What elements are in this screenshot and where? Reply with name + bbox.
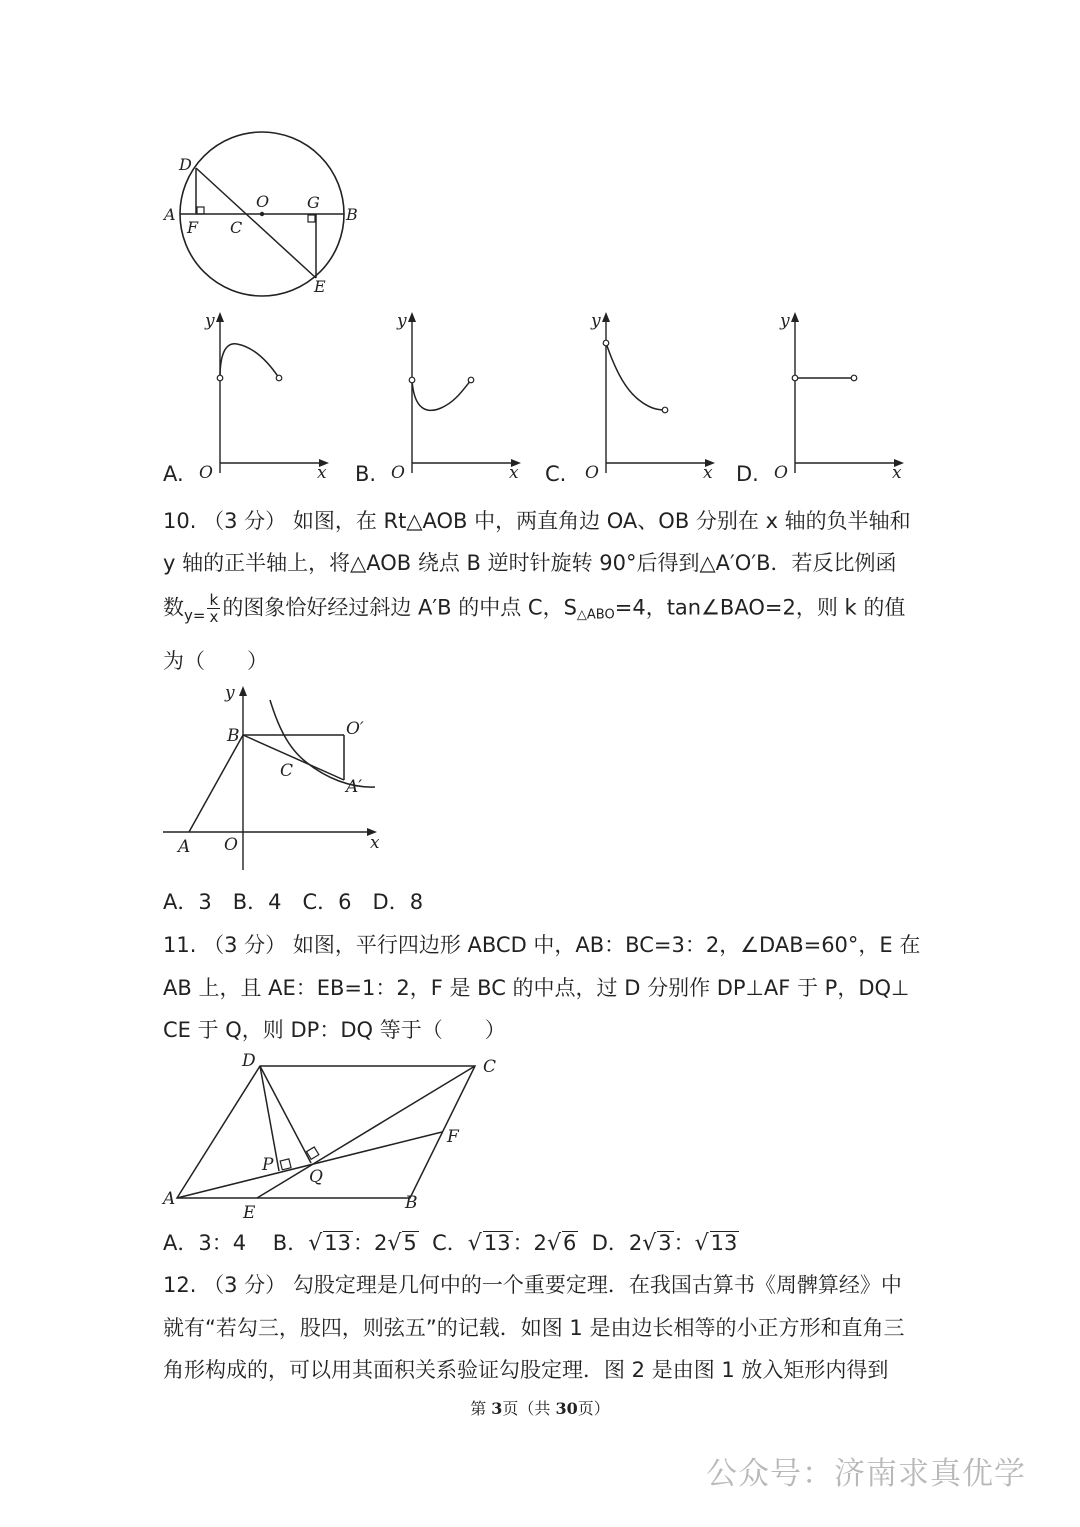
q12-line-1: [163, 1270, 923, 1300]
q12-line-3: 角形构成的，可以用其面积关系验证勾股定理．图 2 是由图 1 放入矩形内得到: [163, 1358, 889, 1382]
q10-frac-num: k: [207, 592, 220, 609]
q11-answer-d-radicand-2: 13: [710, 1231, 738, 1255]
q11-answer-c-radicand-2: 6: [562, 1231, 577, 1255]
q12-text-1: 勾股定理是几何中的一个重要定理．在我国古算书《周髀算经》中: [292, 1273, 902, 1297]
page-footer: [0, 1396, 1080, 1419]
label-D: D: [179, 155, 192, 174]
q11-answer-d-radicand-1: 3: [658, 1231, 672, 1255]
q9-graph-b: [387, 310, 532, 485]
sqrt-icon: √: [387, 1231, 402, 1256]
q10-label-O: O: [224, 835, 238, 855]
q11-label-P: P: [262, 1155, 274, 1175]
q11-line-1: [163, 930, 923, 960]
q9-graph-d: [770, 310, 915, 485]
q9-graph-c: [581, 310, 726, 485]
axis-x: x: [317, 463, 327, 483]
q10-subscript: △ABO: [576, 607, 615, 623]
q11-answer-c: [432, 1231, 578, 1255]
q11-line-2: AB 上，且 AE：EB=1：2，F 是 BC 的中点，过 D 分别作 DP⊥AF 于 P，DQ⊥: [163, 976, 910, 1000]
q11-answer-c-label: C．: [432, 1231, 468, 1255]
axis-y: y: [591, 311, 601, 331]
q11-figure: [160, 1048, 520, 1223]
q12-score: （3 分）: [203, 1273, 287, 1297]
q11-answer-b-radicand-1: 13: [324, 1231, 351, 1255]
q11-answers: [163, 1228, 923, 1259]
axis-origin: O: [391, 463, 405, 483]
axis-origin: O: [774, 463, 788, 483]
axis-origin: O: [199, 463, 213, 483]
label-O: O: [256, 192, 270, 211]
q10-func-y: y=: [184, 606, 206, 625]
q10-label-C: C: [280, 761, 294, 781]
q10-label-B: B: [227, 726, 240, 746]
q11-label-A: A: [163, 1189, 176, 1209]
q11-label-C: C: [483, 1057, 497, 1077]
q11-label-D: D: [242, 1051, 256, 1071]
axis-origin: O: [585, 463, 599, 483]
q11-score: （3 分）: [203, 933, 287, 957]
q11-answer-c-radicand-1: 13: [483, 1231, 511, 1255]
q10-axis-y: y: [225, 683, 235, 703]
q9-option-b: B.: [355, 462, 377, 486]
sqrt-icon: √: [546, 1231, 561, 1256]
q10-line-3: [163, 592, 923, 631]
q10-axis-x: x: [370, 833, 380, 853]
q11-line-3: CE 于 Q，则 DP：DQ 等于（ ）: [163, 1018, 506, 1042]
q9-circle-figure: [160, 130, 380, 310]
q10-answers: A．3 B．4 C．6 D．8: [163, 890, 424, 914]
q10-text-3b: 的图象恰好经过斜边 A′B 的中点 C，S: [222, 595, 577, 620]
q10-label-A: A: [178, 837, 191, 857]
q11-label-E: E: [243, 1203, 256, 1223]
q10-line-4: 为（ ）: [163, 649, 268, 673]
q11-answer-b-sep: ：2: [352, 1231, 388, 1255]
q9-option-d: D.: [736, 462, 759, 486]
label-A: A: [164, 205, 176, 224]
footer-page-number: 3: [491, 1399, 503, 1418]
q11-answer-b-label: B．: [272, 1231, 309, 1255]
q11-number: 11.: [163, 933, 197, 957]
sqrt-icon: √: [308, 1231, 323, 1256]
label-E: E: [314, 277, 326, 296]
q10-text-3c: =4，tan∠BAO=2，则 k 的值: [614, 595, 906, 620]
watermark: 公众号：济南求真优学: [706, 1456, 1026, 1492]
q11-label-F: F: [447, 1127, 459, 1147]
q9-option-c: C.: [545, 462, 567, 486]
axis-x: x: [892, 463, 902, 483]
q10-line-1: [163, 506, 923, 536]
sqrt-icon: √: [642, 1231, 657, 1256]
q10-label-O-prime: O′: [346, 719, 364, 739]
q12-number: 12.: [163, 1273, 197, 1297]
q11-answer-d-sep: ：: [673, 1231, 695, 1255]
q11-answer-c-sep: ：2: [512, 1231, 547, 1255]
q11-answer-d-label: D．2: [591, 1231, 643, 1255]
q10-number: 10.: [163, 509, 197, 533]
q10-figure: [160, 682, 390, 877]
sqrt-icon: √: [694, 1231, 709, 1256]
q12-line-2: 就有“若勾三，股四，则弦五”的记载．如图 1 是由边长相等的小正方形和直角三: [163, 1316, 905, 1340]
q10-text-3a: 数: [163, 595, 184, 620]
axis-x: x: [509, 463, 519, 483]
q11-answer-a: A．3：4: [163, 1231, 247, 1255]
footer-mid: 页（共: [502, 1399, 556, 1418]
axis-y: y: [780, 311, 790, 331]
q11-text-1: 如图，平行四边形 ABCD 中，AB：BC=3：2，∠DAB=60°，E 在: [292, 933, 921, 957]
q11-label-Q: Q: [309, 1167, 323, 1187]
axis-y: y: [397, 311, 407, 331]
q10-line-2: y 轴的正半轴上，将△AOB 绕点 B 逆时针旋转 90°后得到△A′O′B．若反比例函: [163, 551, 897, 575]
label-B: B: [346, 205, 358, 224]
label-C: C: [230, 218, 243, 237]
q10-score: （3 分）: [203, 509, 287, 533]
q9-graph-a: [195, 310, 340, 485]
axis-x: x: [703, 463, 713, 483]
q10-label-A-prime: A′: [346, 777, 363, 797]
q11-answer-b: [273, 1231, 419, 1255]
label-F: F: [187, 218, 199, 237]
sqrt-icon: √: [467, 1231, 482, 1256]
q10-frac-den: x: [209, 608, 219, 626]
label-G: G: [307, 193, 320, 212]
footer-total-pages: 30: [555, 1399, 578, 1418]
q10-fraction: [207, 592, 220, 625]
q11-answer-d: [592, 1231, 740, 1255]
q9-option-a: A.: [163, 462, 184, 486]
footer-post: 页）: [577, 1399, 610, 1418]
q10-text-1: 如图，在 Rt△AOB 中，两直角边 OA、OB 分别在 x 轴的负半轴和: [292, 509, 911, 533]
axis-y: y: [205, 311, 215, 331]
q11-answer-b-radicand-2: 5: [403, 1231, 417, 1255]
q11-label-B: B: [405, 1193, 418, 1213]
footer-pre: 第: [470, 1399, 492, 1418]
